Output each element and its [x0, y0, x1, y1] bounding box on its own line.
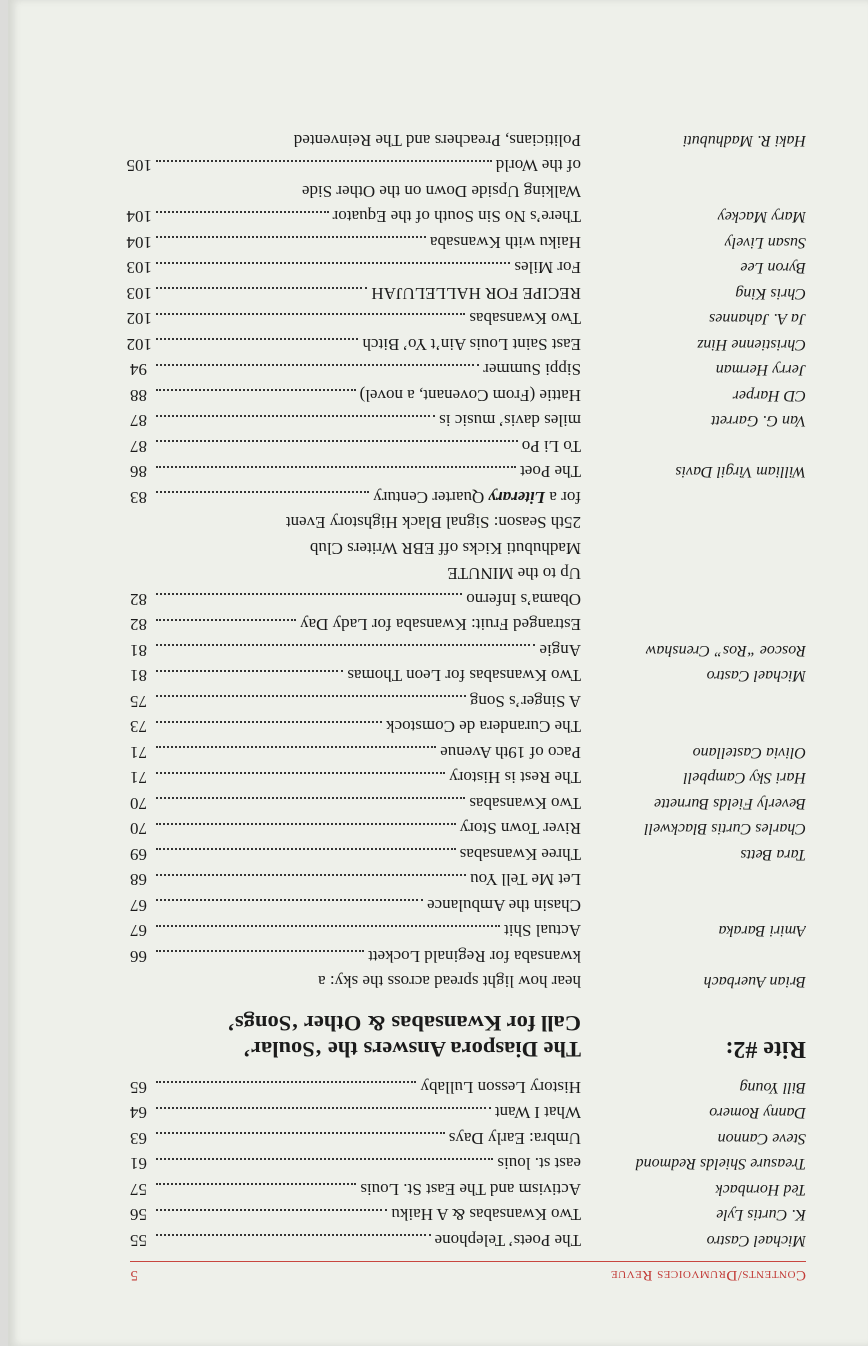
- toc-title-line: [130, 867, 581, 893]
- toc-entry: [130, 128, 806, 154]
- toc-page-number: 82: [130, 615, 147, 635]
- toc-title-line: [126, 306, 581, 332]
- dot-leader: [156, 262, 510, 265]
- toc-title-line: [130, 1100, 581, 1126]
- toc-author: Ted Hornback: [715, 1181, 806, 1198]
- toc-title-block: [130, 663, 581, 689]
- toc-entry: [130, 357, 806, 383]
- toc-title-line: [126, 230, 581, 256]
- toc-title-line: [130, 128, 581, 154]
- toc-title: 25th Season: Signal Black Highstory Event: [285, 513, 581, 533]
- toc-page-number: 103: [126, 258, 152, 278]
- dot-leader: [156, 441, 518, 444]
- toc-page-number: 71: [130, 743, 147, 762]
- toc-title-block: [130, 1228, 581, 1254]
- toc-entry: [130, 612, 806, 638]
- toc-title-line: [130, 791, 581, 817]
- toc-page-number: 102: [126, 335, 152, 354]
- section-title-line: The Diaspora Answers the ‘Soular’: [243, 1037, 581, 1063]
- toc-title-line: [130, 1151, 581, 1177]
- toc-title: Angie: [539, 641, 581, 660]
- toc-title-block: [130, 714, 581, 740]
- toc-title-block: [126, 153, 581, 204]
- toc-title-block: [126, 281, 581, 307]
- toc-author: Beverly Fields Burnette: [654, 795, 806, 812]
- dot-leader: [156, 1158, 493, 1161]
- toc-title-block: [130, 765, 581, 791]
- dot-leader: [156, 772, 445, 775]
- dot-leader: [156, 1209, 387, 1212]
- dot-leader: [156, 313, 465, 316]
- toc-author: Charles Curtis Blackwell: [644, 820, 806, 838]
- toc-entry: [126, 230, 806, 256]
- toc-entry: [130, 1228, 806, 1254]
- toc-title-line: [130, 842, 581, 868]
- toc-page-number: 69: [130, 845, 147, 864]
- toc-title-line: [130, 893, 581, 919]
- toc-title-line: [126, 332, 581, 358]
- toc-title: Obama’s Inferno: [466, 590, 581, 609]
- dot-leader: [156, 1133, 445, 1136]
- section-title-line: Call for Kwansabas & Other ‘Songs’: [227, 1011, 581, 1037]
- toc-page-number: 87: [130, 437, 147, 456]
- dot-leader: [156, 696, 466, 699]
- toc-title: Umbra: Early Days: [448, 1129, 581, 1148]
- toc-author: Danny Romero: [709, 1104, 806, 1122]
- toc-page-number: 67: [130, 896, 147, 915]
- toc-page-number: 88: [130, 386, 147, 405]
- toc-title-block: [130, 612, 581, 638]
- toc-entry: [130, 842, 806, 868]
- toc-title: Two Kwansabas: [469, 309, 581, 329]
- toc-title-block: [130, 893, 581, 919]
- toc-author: Bill Young: [739, 1079, 806, 1096]
- toc-author: Chris King: [735, 285, 806, 302]
- toc-title-line: [130, 663, 581, 689]
- toc-entry: [130, 408, 806, 434]
- toc-title-line: [126, 281, 581, 307]
- toc-author: Treasure Shields Redmond: [635, 1155, 806, 1173]
- toc-title: Haiku with Kwansaba: [429, 233, 581, 252]
- dot-leader: [156, 823, 456, 826]
- toc-title-block: [130, 944, 581, 995]
- toc-entry: [130, 867, 806, 893]
- dot-leader: [156, 849, 456, 852]
- dot-leader: [156, 594, 462, 597]
- toc-entry: [130, 383, 806, 409]
- toc-title-line: [130, 179, 581, 205]
- toc-title-line: [130, 612, 581, 638]
- toc-title: Three Kwansabas: [459, 845, 581, 864]
- toc-title-block: [130, 1177, 581, 1203]
- toc-title-line: [130, 638, 581, 664]
- toc-title: The Rest is History: [449, 768, 581, 788]
- toc-author: K. Curtis Lyle: [716, 1206, 806, 1224]
- toc-entry: [130, 485, 806, 587]
- toc-author: Jerry Herman: [715, 361, 806, 379]
- toc-author: Steve Cannon: [717, 1130, 806, 1147]
- toc-author: Mary Mackey: [717, 208, 806, 226]
- dot-leader: [156, 900, 423, 903]
- toc-title: Two Kwansabas for Leon Thomas: [347, 666, 581, 686]
- toc-title-block: [130, 357, 581, 383]
- toc-title-line: [130, 765, 581, 791]
- toc-author: Van G. Garrett: [711, 412, 806, 430]
- toc-title-line: [130, 740, 581, 766]
- toc-title-block: [130, 383, 581, 409]
- toc-page-number: 70: [130, 819, 147, 839]
- toc-title-block: [130, 1126, 581, 1152]
- dot-leader: [156, 160, 492, 163]
- toc-entry: [130, 663, 806, 689]
- toc-title: Paco of 19th Avenue: [440, 743, 581, 762]
- dot-leader: [156, 237, 426, 240]
- dot-leader: [156, 619, 296, 622]
- toc-title-line: [130, 561, 581, 587]
- toc-title: Madhubuti Kicks off EBR Writers Club: [309, 539, 581, 558]
- toc-title: The Poets’ Telephone: [434, 1231, 581, 1250]
- toc-title-line: [130, 459, 581, 485]
- toc-page-number: 86: [130, 462, 147, 482]
- toc-title-block: [126, 306, 581, 332]
- toc-author: Haki R. Madhubuti: [682, 132, 806, 149]
- toc-title: The Poet: [520, 462, 581, 482]
- toc-title-block: [130, 1202, 581, 1228]
- toc-title: For Miles: [514, 258, 581, 278]
- toc-author: Amiri Baraka: [718, 922, 806, 940]
- toc-author: Susan Lively: [724, 234, 806, 251]
- toc-entry: [130, 1202, 806, 1228]
- toc-title-block: [130, 1075, 581, 1101]
- toc-page-number: 81: [130, 666, 147, 686]
- toc-page-number: 63: [130, 1129, 147, 1148]
- section-title: [227, 1011, 581, 1063]
- toc-title: Hattie (From Covenant, a novel): [359, 386, 581, 405]
- dot-leader: [156, 390, 356, 393]
- dot-leader: [156, 1184, 356, 1187]
- toc-page-number: 66: [130, 947, 147, 966]
- toc-entry: [130, 434, 806, 460]
- toc-title-line: [130, 587, 581, 613]
- toc-title-line: [126, 255, 581, 281]
- toc-title-block: [130, 1100, 581, 1126]
- toc-title-line: [130, 689, 581, 715]
- running-header-title: Contents/Drumvoices Revue: [610, 1267, 806, 1283]
- toc-title-line: [130, 1202, 581, 1228]
- toc-entry: [126, 255, 806, 281]
- toc-page-number: 103: [126, 284, 152, 303]
- contents-list-top: [130, 1075, 806, 1254]
- section-rite: Rite #2:: [725, 1036, 806, 1063]
- toc-title-line: [130, 1228, 581, 1254]
- toc-title: To Li Po: [521, 437, 581, 456]
- toc-title-line: [130, 408, 581, 434]
- toc-title: east st. louis: [497, 1154, 581, 1174]
- toc-entry: [130, 1151, 806, 1177]
- dot-leader: [156, 339, 358, 342]
- dot-leader: [156, 721, 382, 724]
- dot-leader: [156, 1235, 431, 1238]
- toc-page-number: 70: [130, 794, 147, 813]
- toc-title-block: [130, 816, 581, 842]
- toc-entry: [130, 714, 806, 740]
- toc-title-block: [130, 638, 581, 664]
- dot-leader: [156, 415, 435, 418]
- toc-title-block: [130, 867, 581, 893]
- toc-title-block: [126, 332, 581, 358]
- toc-author: Hari Sky Campbell: [683, 769, 806, 787]
- dot-leader: [156, 1107, 491, 1110]
- toc-title: RECIPE FOR HALLELUJAH: [371, 284, 581, 303]
- toc-author: CD Harper: [732, 387, 806, 404]
- toc-title-block: [130, 128, 581, 154]
- toc-title: hear how light spread across the sky: a: [318, 972, 581, 992]
- dot-leader: [156, 288, 367, 291]
- toc-title: History Lesson Lullaby: [420, 1078, 581, 1097]
- toc-author: Olivia Castellano: [692, 744, 806, 761]
- dot-leader: [156, 211, 329, 214]
- toc-title: There’s No Sin South of the Equator: [332, 207, 581, 227]
- toc-entry: [130, 587, 806, 613]
- toc-title: The Curandera de Comstock: [386, 717, 581, 737]
- toc-title-block: [130, 459, 581, 485]
- toc-title-line: [130, 714, 581, 740]
- toc-entry: [126, 153, 806, 204]
- toc-page-number: 55: [130, 1231, 147, 1250]
- toc-page-number: 81: [130, 641, 147, 660]
- toc-page-number: 105: [126, 156, 152, 176]
- toc-title: Chasin the Ambulance: [427, 896, 581, 915]
- toc-title: for a Literary Quarter Century: [373, 488, 581, 507]
- toc-page-number: 104: [126, 207, 152, 227]
- toc-title: Politicians, Preachers and The Reinvented: [293, 131, 581, 150]
- toc-title-block: [130, 791, 581, 817]
- toc-entry: [130, 1126, 806, 1152]
- emphasis-text: Literary: [488, 488, 546, 507]
- toc-title: Two Kwansabas & A Haiku: [391, 1205, 581, 1225]
- contents-body: [126, 128, 806, 1285]
- toc-title-block: [130, 1151, 581, 1177]
- contents-list-bottom: [126, 128, 806, 995]
- toc-title-block: [130, 434, 581, 460]
- toc-title: A Singer’s Song: [469, 692, 581, 711]
- toc-page-number: 102: [126, 309, 152, 329]
- toc-title-line: [130, 357, 581, 383]
- dot-leader: [156, 874, 466, 877]
- toc-page-number: 83: [130, 488, 147, 507]
- dot-leader: [156, 492, 369, 495]
- dot-leader: [156, 747, 436, 750]
- toc-title: kwansaba for Reginald Lockett: [368, 947, 581, 966]
- toc-entry: [130, 791, 806, 817]
- toc-page-number: 67: [130, 921, 147, 941]
- toc-entry: [130, 459, 806, 485]
- dot-leader: [156, 925, 500, 928]
- toc-title-block: [130, 740, 581, 766]
- toc-title-block: [126, 230, 581, 256]
- toc-title-line: [130, 1075, 581, 1101]
- toc-entry: [126, 204, 806, 230]
- dot-leader: [156, 466, 516, 469]
- toc-title-line: [126, 204, 581, 230]
- toc-title-line: [130, 1126, 581, 1152]
- toc-title: Actual Shit: [504, 921, 581, 941]
- toc-title-block: [130, 587, 581, 613]
- toc-page-number: 61: [130, 1154, 147, 1174]
- toc-title-line: [126, 153, 581, 179]
- toc-entry: [130, 944, 806, 995]
- toc-title: River Town Story: [459, 819, 581, 839]
- page-number: 5: [130, 1267, 138, 1283]
- running-header: [130, 1261, 806, 1284]
- dot-leader: [156, 364, 479, 367]
- toc-title-block: [130, 842, 581, 868]
- toc-author: Ja A. Jahannes: [708, 310, 806, 328]
- dot-leader: [156, 645, 535, 648]
- toc-title-block: [130, 408, 581, 434]
- toc-title-block: [126, 204, 581, 230]
- toc-title: Estranged Fruit: Kwansaba for Lady Day: [300, 615, 581, 635]
- toc-entry: [126, 281, 806, 307]
- toc-author: Brian Auerbach: [703, 973, 806, 991]
- toc-entry: [130, 1075, 806, 1101]
- toc-entry: [130, 918, 806, 944]
- toc-author: Christienne Hinz: [697, 336, 806, 353]
- toc-author: Tara Betts: [740, 846, 806, 863]
- toc-title: Activism and The East St. Louis: [360, 1180, 581, 1199]
- toc-entry: [130, 740, 806, 766]
- toc-title-block: [130, 689, 581, 715]
- toc-page-number: 87: [130, 411, 147, 431]
- toc-author: Michael Castro: [706, 1232, 806, 1249]
- toc-title: Up to the MINUTE: [447, 564, 581, 584]
- toc-title-line: [130, 383, 581, 409]
- toc-page-number: 71: [130, 768, 147, 788]
- toc-entry: [130, 765, 806, 791]
- toc-title: Let Me Tell You: [470, 870, 581, 890]
- toc-entry: [130, 1100, 806, 1126]
- toc-title-block: [130, 485, 581, 587]
- toc-title: Walking Upside Down on the Other Side: [301, 182, 581, 201]
- toc-title: Sippi Summer: [483, 360, 581, 380]
- toc-entry: [130, 816, 806, 842]
- toc-title-line: [130, 510, 581, 536]
- toc-title: Two Kwansabas: [469, 794, 581, 813]
- toc-page-number: 65: [130, 1078, 147, 1097]
- toc-entry: [130, 689, 806, 715]
- toc-title-line: [130, 1177, 581, 1203]
- toc-title-line: [130, 536, 581, 562]
- dot-leader: [156, 670, 343, 673]
- toc-entry: [126, 306, 806, 332]
- toc-author: William Virgil Davis: [675, 463, 806, 481]
- dot-leader: [156, 951, 364, 954]
- toc-entry: [126, 332, 806, 358]
- dot-leader: [156, 1082, 416, 1085]
- toc-page-number: 94: [130, 360, 147, 380]
- toc-title-line: [130, 485, 581, 511]
- toc-author: Roscoe “Ros” Crenshaw: [645, 642, 806, 659]
- dot-leader: [156, 798, 465, 801]
- toc-page-number: 82: [130, 590, 147, 609]
- section-heading: [130, 1011, 806, 1063]
- toc-title: What I Want: [494, 1103, 581, 1123]
- toc-title: East Saint Louis Ain’t Yo’ Bitch: [362, 335, 581, 354]
- toc-title-line: [130, 816, 581, 842]
- toc-author: Michael Castro: [706, 667, 806, 685]
- toc-page-number: 75: [130, 692, 147, 711]
- toc-entry: [130, 638, 806, 664]
- toc-title: miles davis’ music is: [439, 411, 581, 431]
- toc-title-line: [130, 969, 581, 995]
- toc-title-line: [130, 944, 581, 970]
- toc-author: Byron Lee: [740, 259, 806, 277]
- toc-page-number: 64: [130, 1103, 147, 1123]
- toc-page-number: 68: [130, 870, 147, 890]
- toc-entry: [130, 1177, 806, 1203]
- toc-page-number: 57: [130, 1180, 147, 1199]
- toc-entry: [130, 893, 806, 919]
- toc-page-number: 104: [126, 233, 152, 252]
- toc-page-number: 56: [130, 1205, 147, 1225]
- toc-title-line: [130, 918, 581, 944]
- toc-title: of the World: [495, 156, 581, 176]
- toc-title-block: [126, 255, 581, 281]
- toc-title-block: [130, 918, 581, 944]
- toc-title-line: [130, 434, 581, 460]
- toc-page-number: 73: [130, 717, 147, 737]
